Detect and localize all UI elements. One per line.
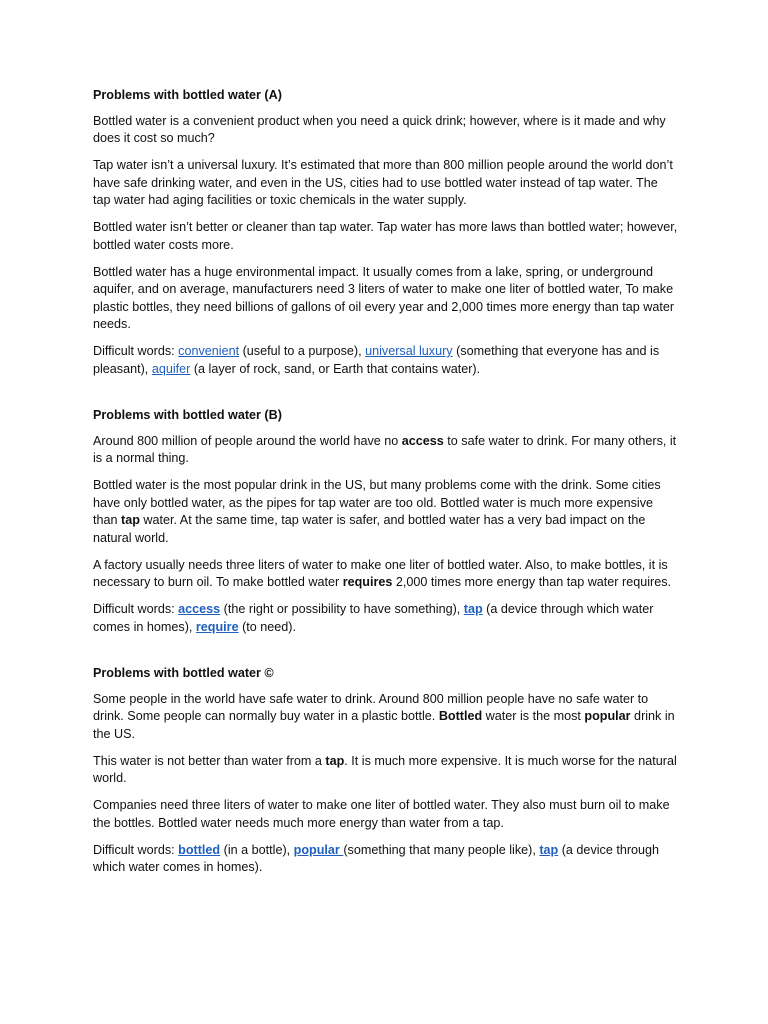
- word-link-access[interactable]: access: [178, 602, 221, 616]
- word-definition: (useful to a purpose),: [239, 344, 366, 358]
- section-c-paragraph-1: [93, 691, 678, 744]
- text-run: water is the most: [482, 709, 585, 723]
- bold-term: access: [401, 433, 444, 448]
- word-link-convenient[interactable]: convenient: [178, 344, 240, 358]
- word-definition: (something that everyone has and is pleasant),: [93, 344, 660, 376]
- section-a-difficult-words: [93, 343, 678, 378]
- word-link-tap[interactable]: tap: [463, 602, 483, 616]
- word-link-require[interactable]: require: [195, 619, 239, 634]
- bold-term: requires: [342, 575, 393, 589]
- text-run: Bottled water is the most popular drink in the US, but many problems come with the drink. Some cities have only bottled water, as the pipes for tap water are too old. Bottled water is much more expensive than: [93, 478, 661, 527]
- word-link-tap[interactable]: tap: [539, 842, 559, 857]
- word-definition: (the right or possibility to have something),: [220, 602, 464, 616]
- bold-term: Bottled: [438, 709, 483, 723]
- section-b: [93, 407, 678, 636]
- section-c-difficult-words: [93, 842, 678, 877]
- difficult-words-prefix: Difficult words:: [93, 602, 179, 616]
- bold-term: popular: [584, 709, 631, 723]
- bold-term: tap: [325, 753, 345, 768]
- section-a-paragraph-3: Bottled water isn’t better or cleaner than tap water. Tap water has more laws than bottled water; however, bottled water costs more.: [93, 220, 678, 252]
- bold-term: tap: [121, 513, 140, 527]
- word-link-popular[interactable]: popular: [293, 842, 344, 857]
- word-link-bottled[interactable]: bottled: [178, 842, 221, 857]
- section-a-paragraph-4: Bottled water has a huge environmental impact. It usually comes from a lake, spring, or underground aquifer, and on average, manufacturers need 3 liters of water to make one liter of bottled water, To make plastic bottles, they need billions of gallons of oil every year and 2,000 times more energy than tap water needs.: [93, 264, 675, 331]
- word-definition: (a layer of rock, sand, or Earth that contains water).: [190, 361, 481, 376]
- text-run: drink in the US.: [93, 709, 675, 741]
- document-page: [93, 87, 678, 886]
- text-run: . It is much more expensive. It is much worse for the natural world.: [93, 753, 677, 785]
- text-run: to safe water to drink. For many others, it is a normal thing.: [93, 433, 677, 465]
- text-run: This water is not better than water from a: [93, 753, 326, 768]
- word-link-universal-luxury[interactable]: universal luxury: [365, 344, 453, 358]
- text-run: water. At the same time, tap water is safer, and bottled water has a very bad impact on the natural world.: [93, 513, 646, 545]
- section-b-paragraph-3: [93, 557, 678, 592]
- text-run: 2,000 times more energy than tap water requires.: [392, 575, 671, 589]
- section-c-heading: Problems with bottled water ©: [93, 666, 274, 680]
- section-c-paragraph-3: Companies need three liters of water to make one liter of bottled water. They also must burn oil to make the bottles. Bottled water needs much more energy than water from a tap.: [93, 798, 670, 830]
- word-definition: (a device through which water comes in homes),: [93, 602, 654, 634]
- text-run: Around 800 million of people around the world have no: [93, 433, 402, 448]
- section-b-difficult-words: [93, 601, 678, 636]
- difficult-words-prefix: Difficult words:: [93, 344, 179, 358]
- section-a-heading: Problems with bottled water (A): [93, 88, 282, 102]
- text-run: Some people in the world have safe water to drink. Around 800 million people have no safe water to drink. Some people can normally buy water in a plastic bottle.: [93, 691, 649, 723]
- section-a: [93, 87, 678, 378]
- word-link-aquifer[interactable]: aquifer: [151, 361, 191, 376]
- section-b-paragraph-1: [93, 433, 678, 468]
- section-a-paragraph-2: Tap water isn’t a universal luxury. It’s estimated that more than 800 million people around the world don’t have safe drinking water, and even in the US, cities had to use bottled water instead of tap water. The tap water had aging facilities or toxic chemicals in the water supply.: [93, 158, 673, 207]
- section-b-heading: Problems with bottled water (B): [93, 408, 282, 422]
- section-b-paragraph-2: [93, 477, 678, 547]
- word-definition: (a device through which water comes in homes).: [93, 842, 660, 874]
- word-definition: (to need).: [238, 619, 296, 634]
- word-definition: (something that many people like),: [343, 842, 540, 857]
- word-definition: (in a bottle),: [220, 842, 294, 857]
- difficult-words-prefix: Difficult words:: [93, 842, 179, 857]
- section-c: [93, 665, 678, 877]
- section-c-paragraph-2: [93, 753, 678, 788]
- section-a-paragraph-1: Bottled water is a convenient product when you need a quick drink; however, where is it made and why does it cost so much?: [93, 113, 666, 145]
- text-run: A factory usually needs three liters of water to make one liter of bottled water. Also, to make bottles, it is necessary to burn oil. To make bottled water: [93, 557, 668, 589]
